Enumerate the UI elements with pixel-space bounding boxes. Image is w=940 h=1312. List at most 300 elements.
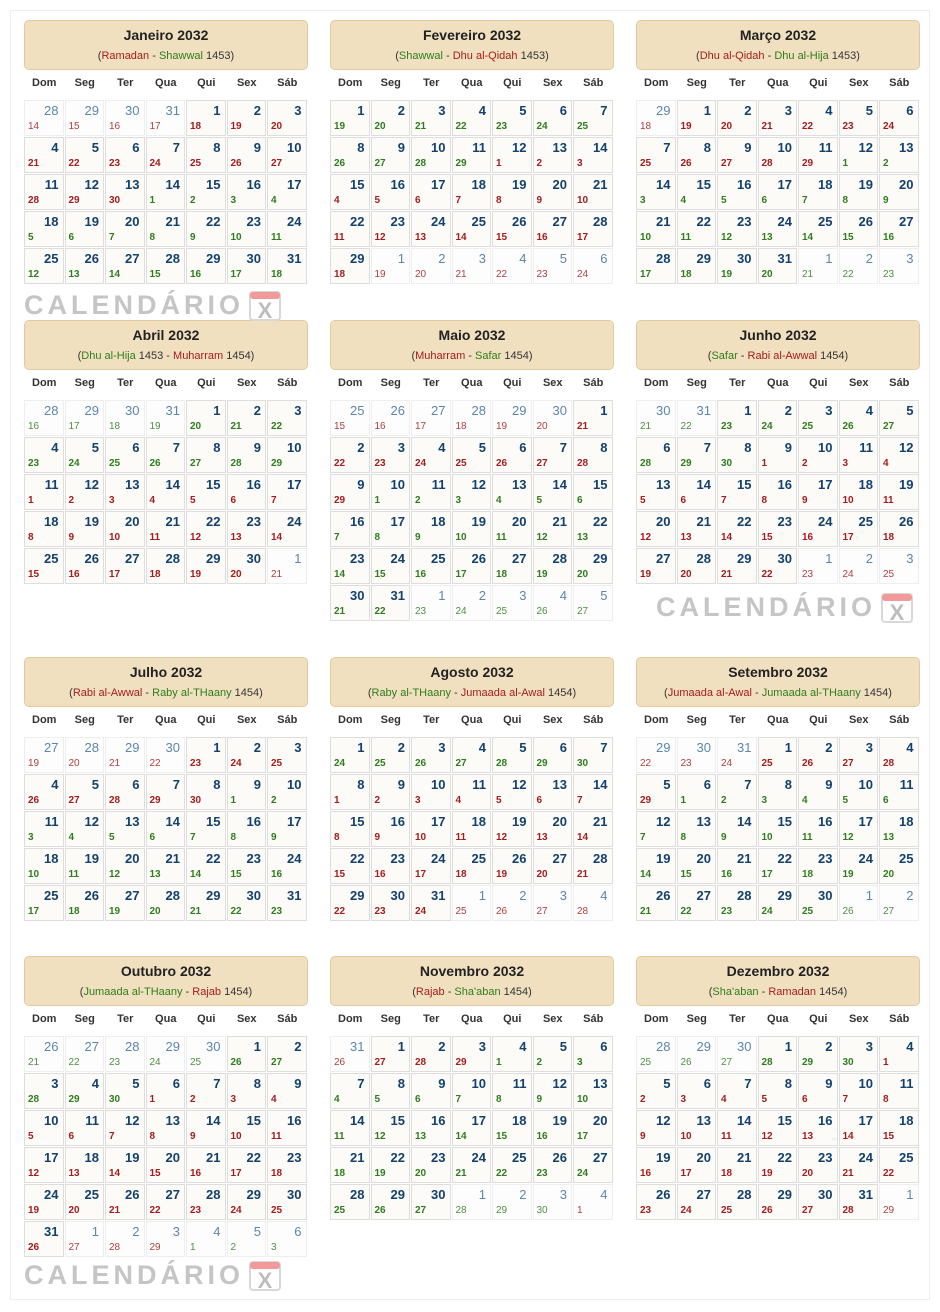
- day-cell[interactable]: [267, 174, 307, 210]
- day-cell[interactable]: [533, 474, 573, 510]
- day-cell-adjacent-month[interactable]: [492, 885, 532, 921]
- day-cell[interactable]: [105, 811, 145, 847]
- day-cell-adjacent-month[interactable]: [186, 1221, 226, 1257]
- day-cell[interactable]: [798, 1184, 838, 1220]
- day-cell[interactable]: [267, 437, 307, 473]
- day-cell[interactable]: [411, 1073, 451, 1109]
- day-cell[interactable]: [330, 585, 370, 621]
- day-cell[interactable]: [492, 1147, 532, 1183]
- day-cell-adjacent-month[interactable]: [411, 248, 451, 284]
- day-cell[interactable]: [146, 137, 186, 173]
- day-cell[interactable]: [267, 511, 307, 547]
- day-cell[interactable]: [677, 1110, 717, 1146]
- day-cell[interactable]: [839, 511, 879, 547]
- day-cell[interactable]: [267, 737, 307, 773]
- day-cell-adjacent-month[interactable]: [533, 1184, 573, 1220]
- day-cell[interactable]: [146, 174, 186, 210]
- day-cell[interactable]: [267, 1036, 307, 1072]
- day-cell[interactable]: [371, 511, 411, 547]
- day-cell-adjacent-month[interactable]: [879, 1184, 919, 1220]
- day-cell[interactable]: [573, 211, 613, 247]
- day-cell[interactable]: [105, 885, 145, 921]
- day-cell[interactable]: [65, 211, 105, 247]
- day-cell[interactable]: [717, 137, 757, 173]
- day-cell[interactable]: [227, 100, 267, 136]
- day-cell[interactable]: [186, 1184, 226, 1220]
- day-cell-adjacent-month[interactable]: [636, 1036, 676, 1072]
- day-cell[interactable]: [533, 437, 573, 473]
- day-cell[interactable]: [24, 1184, 64, 1220]
- day-cell[interactable]: [492, 1110, 532, 1146]
- day-cell[interactable]: [839, 1110, 879, 1146]
- day-cell[interactable]: [573, 1073, 613, 1109]
- day-cell[interactable]: [65, 1184, 105, 1220]
- day-cell[interactable]: [186, 737, 226, 773]
- day-cell[interactable]: [24, 248, 64, 284]
- day-cell[interactable]: [839, 100, 879, 136]
- day-cell[interactable]: [227, 511, 267, 547]
- day-cell[interactable]: [798, 400, 838, 436]
- day-cell[interactable]: [65, 474, 105, 510]
- day-cell[interactable]: [636, 848, 676, 884]
- day-cell[interactable]: [758, 1036, 798, 1072]
- day-cell[interactable]: [330, 511, 370, 547]
- day-cell-adjacent-month[interactable]: [146, 400, 186, 436]
- day-cell[interactable]: [105, 1184, 145, 1220]
- day-cell[interactable]: [798, 848, 838, 884]
- day-cell[interactable]: [758, 100, 798, 136]
- day-cell[interactable]: [371, 548, 411, 584]
- day-cell[interactable]: [330, 811, 370, 847]
- day-cell[interactable]: [227, 848, 267, 884]
- day-cell[interactable]: [839, 137, 879, 173]
- day-cell[interactable]: [411, 1036, 451, 1072]
- day-cell-adjacent-month[interactable]: [677, 1036, 717, 1072]
- day-cell[interactable]: [636, 885, 676, 921]
- day-cell[interactable]: [186, 1147, 226, 1183]
- day-cell-adjacent-month[interactable]: [330, 400, 370, 436]
- day-cell[interactable]: [24, 811, 64, 847]
- day-cell[interactable]: [105, 437, 145, 473]
- day-cell[interactable]: [330, 885, 370, 921]
- day-cell[interactable]: [371, 437, 411, 473]
- day-cell[interactable]: [186, 248, 226, 284]
- day-cell[interactable]: [717, 811, 757, 847]
- day-cell[interactable]: [839, 737, 879, 773]
- day-cell[interactable]: [65, 1110, 105, 1146]
- day-cell-adjacent-month[interactable]: [879, 248, 919, 284]
- day-cell[interactable]: [798, 174, 838, 210]
- day-cell[interactable]: [717, 511, 757, 547]
- day-cell-adjacent-month[interactable]: [411, 585, 451, 621]
- day-cell[interactable]: [411, 437, 451, 473]
- day-cell[interactable]: [186, 511, 226, 547]
- day-cell[interactable]: [371, 1110, 411, 1146]
- day-cell[interactable]: [677, 511, 717, 547]
- day-cell[interactable]: [758, 174, 798, 210]
- day-cell[interactable]: [677, 774, 717, 810]
- day-cell[interactable]: [879, 211, 919, 247]
- day-cell[interactable]: [798, 1036, 838, 1072]
- day-cell[interactable]: [371, 474, 411, 510]
- day-cell[interactable]: [839, 211, 879, 247]
- day-cell[interactable]: [879, 1073, 919, 1109]
- day-cell-adjacent-month[interactable]: [573, 248, 613, 284]
- day-cell[interactable]: [533, 211, 573, 247]
- day-cell[interactable]: [65, 137, 105, 173]
- day-cell[interactable]: [371, 1073, 411, 1109]
- day-cell[interactable]: [717, 548, 757, 584]
- day-cell[interactable]: [798, 1073, 838, 1109]
- day-cell[interactable]: [839, 437, 879, 473]
- day-cell[interactable]: [839, 1073, 879, 1109]
- day-cell-adjacent-month[interactable]: [573, 885, 613, 921]
- day-cell[interactable]: [452, 774, 492, 810]
- day-cell[interactable]: [533, 511, 573, 547]
- day-cell[interactable]: [186, 774, 226, 810]
- day-cell[interactable]: [24, 548, 64, 584]
- day-cell[interactable]: [677, 885, 717, 921]
- day-cell[interactable]: [452, 437, 492, 473]
- day-cell[interactable]: [758, 400, 798, 436]
- day-cell-adjacent-month[interactable]: [839, 885, 879, 921]
- day-cell[interactable]: [717, 774, 757, 810]
- day-cell[interactable]: [330, 437, 370, 473]
- day-cell-adjacent-month[interactable]: [24, 1036, 64, 1072]
- day-cell-adjacent-month[interactable]: [146, 100, 186, 136]
- day-cell[interactable]: [267, 474, 307, 510]
- day-cell[interactable]: [227, 737, 267, 773]
- day-cell-adjacent-month[interactable]: [717, 737, 757, 773]
- day-cell[interactable]: [267, 248, 307, 284]
- day-cell[interactable]: [411, 211, 451, 247]
- day-cell[interactable]: [411, 737, 451, 773]
- day-cell[interactable]: [24, 174, 64, 210]
- day-cell[interactable]: [227, 1184, 267, 1220]
- day-cell[interactable]: [533, 1110, 573, 1146]
- day-cell[interactable]: [798, 437, 838, 473]
- day-cell[interactable]: [24, 137, 64, 173]
- day-cell[interactable]: [411, 174, 451, 210]
- day-cell[interactable]: [879, 774, 919, 810]
- day-cell-adjacent-month[interactable]: [452, 885, 492, 921]
- day-cell[interactable]: [227, 811, 267, 847]
- day-cell-adjacent-month[interactable]: [879, 548, 919, 584]
- day-cell[interactable]: [492, 774, 532, 810]
- day-cell[interactable]: [186, 1110, 226, 1146]
- day-cell-adjacent-month[interactable]: [146, 1036, 186, 1072]
- day-cell[interactable]: [533, 1036, 573, 1072]
- day-cell[interactable]: [758, 811, 798, 847]
- day-cell[interactable]: [758, 737, 798, 773]
- day-cell[interactable]: [227, 474, 267, 510]
- day-cell[interactable]: [330, 848, 370, 884]
- day-cell-adjacent-month[interactable]: [636, 400, 676, 436]
- day-cell[interactable]: [636, 511, 676, 547]
- day-cell[interactable]: [717, 1110, 757, 1146]
- day-cell[interactable]: [146, 1073, 186, 1109]
- day-cell[interactable]: [533, 848, 573, 884]
- day-cell[interactable]: [65, 811, 105, 847]
- day-cell[interactable]: [227, 248, 267, 284]
- day-cell-adjacent-month[interactable]: [533, 885, 573, 921]
- day-cell[interactable]: [573, 511, 613, 547]
- day-cell[interactable]: [452, 1110, 492, 1146]
- day-cell[interactable]: [411, 1184, 451, 1220]
- day-cell[interactable]: [371, 1184, 411, 1220]
- day-cell[interactable]: [186, 174, 226, 210]
- day-cell-adjacent-month[interactable]: [105, 737, 145, 773]
- day-cell[interactable]: [146, 811, 186, 847]
- day-cell-adjacent-month[interactable]: [267, 1221, 307, 1257]
- day-cell[interactable]: [330, 737, 370, 773]
- day-cell-adjacent-month[interactable]: [636, 737, 676, 773]
- day-cell[interactable]: [24, 1221, 64, 1257]
- day-cell[interactable]: [677, 100, 717, 136]
- day-cell[interactable]: [879, 174, 919, 210]
- day-cell[interactable]: [65, 548, 105, 584]
- day-cell[interactable]: [371, 737, 411, 773]
- day-cell[interactable]: [371, 100, 411, 136]
- day-cell[interactable]: [371, 137, 411, 173]
- day-cell-adjacent-month[interactable]: [533, 400, 573, 436]
- day-cell[interactable]: [573, 1110, 613, 1146]
- day-cell[interactable]: [798, 1110, 838, 1146]
- day-cell[interactable]: [267, 774, 307, 810]
- day-cell[interactable]: [267, 137, 307, 173]
- day-cell[interactable]: [879, 400, 919, 436]
- day-cell-adjacent-month[interactable]: [492, 585, 532, 621]
- day-cell[interactable]: [839, 848, 879, 884]
- day-cell[interactable]: [452, 1036, 492, 1072]
- day-cell[interactable]: [227, 174, 267, 210]
- day-cell[interactable]: [227, 1110, 267, 1146]
- day-cell[interactable]: [533, 137, 573, 173]
- day-cell[interactable]: [227, 774, 267, 810]
- day-cell-adjacent-month[interactable]: [573, 1184, 613, 1220]
- day-cell[interactable]: [371, 811, 411, 847]
- day-cell[interactable]: [105, 174, 145, 210]
- day-cell[interactable]: [636, 137, 676, 173]
- day-cell[interactable]: [839, 1147, 879, 1183]
- day-cell[interactable]: [452, 100, 492, 136]
- day-cell[interactable]: [267, 1073, 307, 1109]
- day-cell[interactable]: [105, 774, 145, 810]
- day-cell[interactable]: [452, 1147, 492, 1183]
- day-cell[interactable]: [758, 774, 798, 810]
- day-cell[interactable]: [105, 474, 145, 510]
- day-cell[interactable]: [492, 1073, 532, 1109]
- day-cell[interactable]: [267, 400, 307, 436]
- day-cell[interactable]: [146, 774, 186, 810]
- day-cell[interactable]: [371, 211, 411, 247]
- day-cell[interactable]: [839, 174, 879, 210]
- day-cell[interactable]: [879, 811, 919, 847]
- day-cell-adjacent-month[interactable]: [411, 400, 451, 436]
- day-cell-adjacent-month[interactable]: [839, 248, 879, 284]
- day-cell[interactable]: [227, 548, 267, 584]
- day-cell[interactable]: [758, 885, 798, 921]
- day-cell[interactable]: [186, 400, 226, 436]
- day-cell[interactable]: [717, 1073, 757, 1109]
- day-cell[interactable]: [267, 1184, 307, 1220]
- day-cell[interactable]: [717, 1184, 757, 1220]
- day-cell[interactable]: [492, 437, 532, 473]
- day-cell[interactable]: [65, 848, 105, 884]
- day-cell[interactable]: [636, 811, 676, 847]
- day-cell[interactable]: [636, 248, 676, 284]
- day-cell-adjacent-month[interactable]: [371, 248, 411, 284]
- day-cell[interactable]: [24, 1147, 64, 1183]
- day-cell[interactable]: [573, 1036, 613, 1072]
- day-cell[interactable]: [227, 1073, 267, 1109]
- day-cell[interactable]: [105, 248, 145, 284]
- day-cell[interactable]: [717, 474, 757, 510]
- day-cell[interactable]: [227, 137, 267, 173]
- day-cell[interactable]: [105, 137, 145, 173]
- day-cell[interactable]: [227, 1147, 267, 1183]
- day-cell-adjacent-month[interactable]: [452, 585, 492, 621]
- day-cell-adjacent-month[interactable]: [186, 1036, 226, 1072]
- day-cell[interactable]: [146, 885, 186, 921]
- day-cell-adjacent-month[interactable]: [65, 737, 105, 773]
- day-cell[interactable]: [186, 474, 226, 510]
- day-cell[interactable]: [798, 100, 838, 136]
- day-cell[interactable]: [492, 511, 532, 547]
- day-cell-adjacent-month[interactable]: [24, 737, 64, 773]
- day-cell-adjacent-month[interactable]: [267, 548, 307, 584]
- day-cell[interactable]: [186, 1073, 226, 1109]
- day-cell[interactable]: [636, 548, 676, 584]
- day-cell[interactable]: [636, 1147, 676, 1183]
- day-cell[interactable]: [411, 137, 451, 173]
- day-cell[interactable]: [798, 211, 838, 247]
- day-cell[interactable]: [146, 511, 186, 547]
- day-cell[interactable]: [879, 437, 919, 473]
- day-cell[interactable]: [758, 1147, 798, 1183]
- day-cell[interactable]: [758, 511, 798, 547]
- day-cell[interactable]: [758, 1184, 798, 1220]
- day-cell[interactable]: [758, 848, 798, 884]
- day-cell[interactable]: [798, 885, 838, 921]
- day-cell-adjacent-month[interactable]: [330, 1036, 370, 1072]
- day-cell[interactable]: [798, 774, 838, 810]
- day-cell-adjacent-month[interactable]: [65, 1036, 105, 1072]
- day-cell[interactable]: [146, 548, 186, 584]
- day-cell[interactable]: [411, 474, 451, 510]
- day-cell[interactable]: [492, 811, 532, 847]
- day-cell[interactable]: [879, 1036, 919, 1072]
- day-cell[interactable]: [636, 1184, 676, 1220]
- day-cell[interactable]: [717, 848, 757, 884]
- day-cell[interactable]: [492, 174, 532, 210]
- day-cell[interactable]: [146, 1184, 186, 1220]
- day-cell[interactable]: [677, 811, 717, 847]
- day-cell[interactable]: [330, 548, 370, 584]
- day-cell[interactable]: [452, 137, 492, 173]
- day-cell[interactable]: [227, 437, 267, 473]
- day-cell-adjacent-month[interactable]: [533, 248, 573, 284]
- day-cell[interactable]: [227, 400, 267, 436]
- day-cell-adjacent-month[interactable]: [839, 548, 879, 584]
- day-cell-adjacent-month[interactable]: [492, 1184, 532, 1220]
- day-cell[interactable]: [186, 848, 226, 884]
- day-cell-adjacent-month[interactable]: [371, 400, 411, 436]
- day-cell[interactable]: [452, 811, 492, 847]
- day-cell[interactable]: [186, 100, 226, 136]
- day-cell[interactable]: [371, 1036, 411, 1072]
- day-cell[interactable]: [717, 885, 757, 921]
- day-cell[interactable]: [330, 1110, 370, 1146]
- day-cell[interactable]: [677, 211, 717, 247]
- day-cell[interactable]: [452, 474, 492, 510]
- day-cell[interactable]: [411, 100, 451, 136]
- day-cell[interactable]: [573, 1147, 613, 1183]
- day-cell[interactable]: [65, 774, 105, 810]
- day-cell-adjacent-month[interactable]: [798, 548, 838, 584]
- day-cell[interactable]: [330, 474, 370, 510]
- day-cell[interactable]: [492, 848, 532, 884]
- day-cell[interactable]: [839, 1184, 879, 1220]
- day-cell-adjacent-month[interactable]: [105, 400, 145, 436]
- day-cell-adjacent-month[interactable]: [105, 100, 145, 136]
- day-cell[interactable]: [411, 1110, 451, 1146]
- day-cell[interactable]: [636, 437, 676, 473]
- day-cell[interactable]: [879, 1110, 919, 1146]
- day-cell[interactable]: [717, 174, 757, 210]
- day-cell[interactable]: [879, 1147, 919, 1183]
- day-cell[interactable]: [452, 737, 492, 773]
- day-cell[interactable]: [371, 174, 411, 210]
- day-cell[interactable]: [879, 848, 919, 884]
- day-cell[interactable]: [798, 1147, 838, 1183]
- day-cell[interactable]: [573, 737, 613, 773]
- day-cell[interactable]: [533, 811, 573, 847]
- day-cell[interactable]: [758, 1073, 798, 1109]
- day-cell[interactable]: [267, 811, 307, 847]
- day-cell[interactable]: [533, 1073, 573, 1109]
- day-cell[interactable]: [839, 811, 879, 847]
- day-cell[interactable]: [492, 1036, 532, 1072]
- day-cell[interactable]: [452, 511, 492, 547]
- day-cell[interactable]: [636, 774, 676, 810]
- day-cell[interactable]: [186, 885, 226, 921]
- day-cell-adjacent-month[interactable]: [573, 585, 613, 621]
- day-cell[interactable]: [717, 400, 757, 436]
- day-cell[interactable]: [411, 811, 451, 847]
- day-cell[interactable]: [717, 1147, 757, 1183]
- day-cell[interactable]: [573, 474, 613, 510]
- day-cell[interactable]: [411, 848, 451, 884]
- day-cell-adjacent-month[interactable]: [452, 400, 492, 436]
- day-cell[interactable]: [717, 211, 757, 247]
- day-cell[interactable]: [227, 211, 267, 247]
- day-cell[interactable]: [573, 174, 613, 210]
- day-cell[interactable]: [24, 211, 64, 247]
- day-cell[interactable]: [105, 1147, 145, 1183]
- day-cell[interactable]: [677, 174, 717, 210]
- day-cell[interactable]: [371, 848, 411, 884]
- day-cell[interactable]: [636, 174, 676, 210]
- day-cell[interactable]: [105, 1110, 145, 1146]
- day-cell[interactable]: [186, 548, 226, 584]
- day-cell[interactable]: [24, 474, 64, 510]
- day-cell[interactable]: [105, 211, 145, 247]
- day-cell[interactable]: [330, 248, 370, 284]
- day-cell[interactable]: [65, 1073, 105, 1109]
- day-cell[interactable]: [879, 137, 919, 173]
- day-cell[interactable]: [573, 437, 613, 473]
